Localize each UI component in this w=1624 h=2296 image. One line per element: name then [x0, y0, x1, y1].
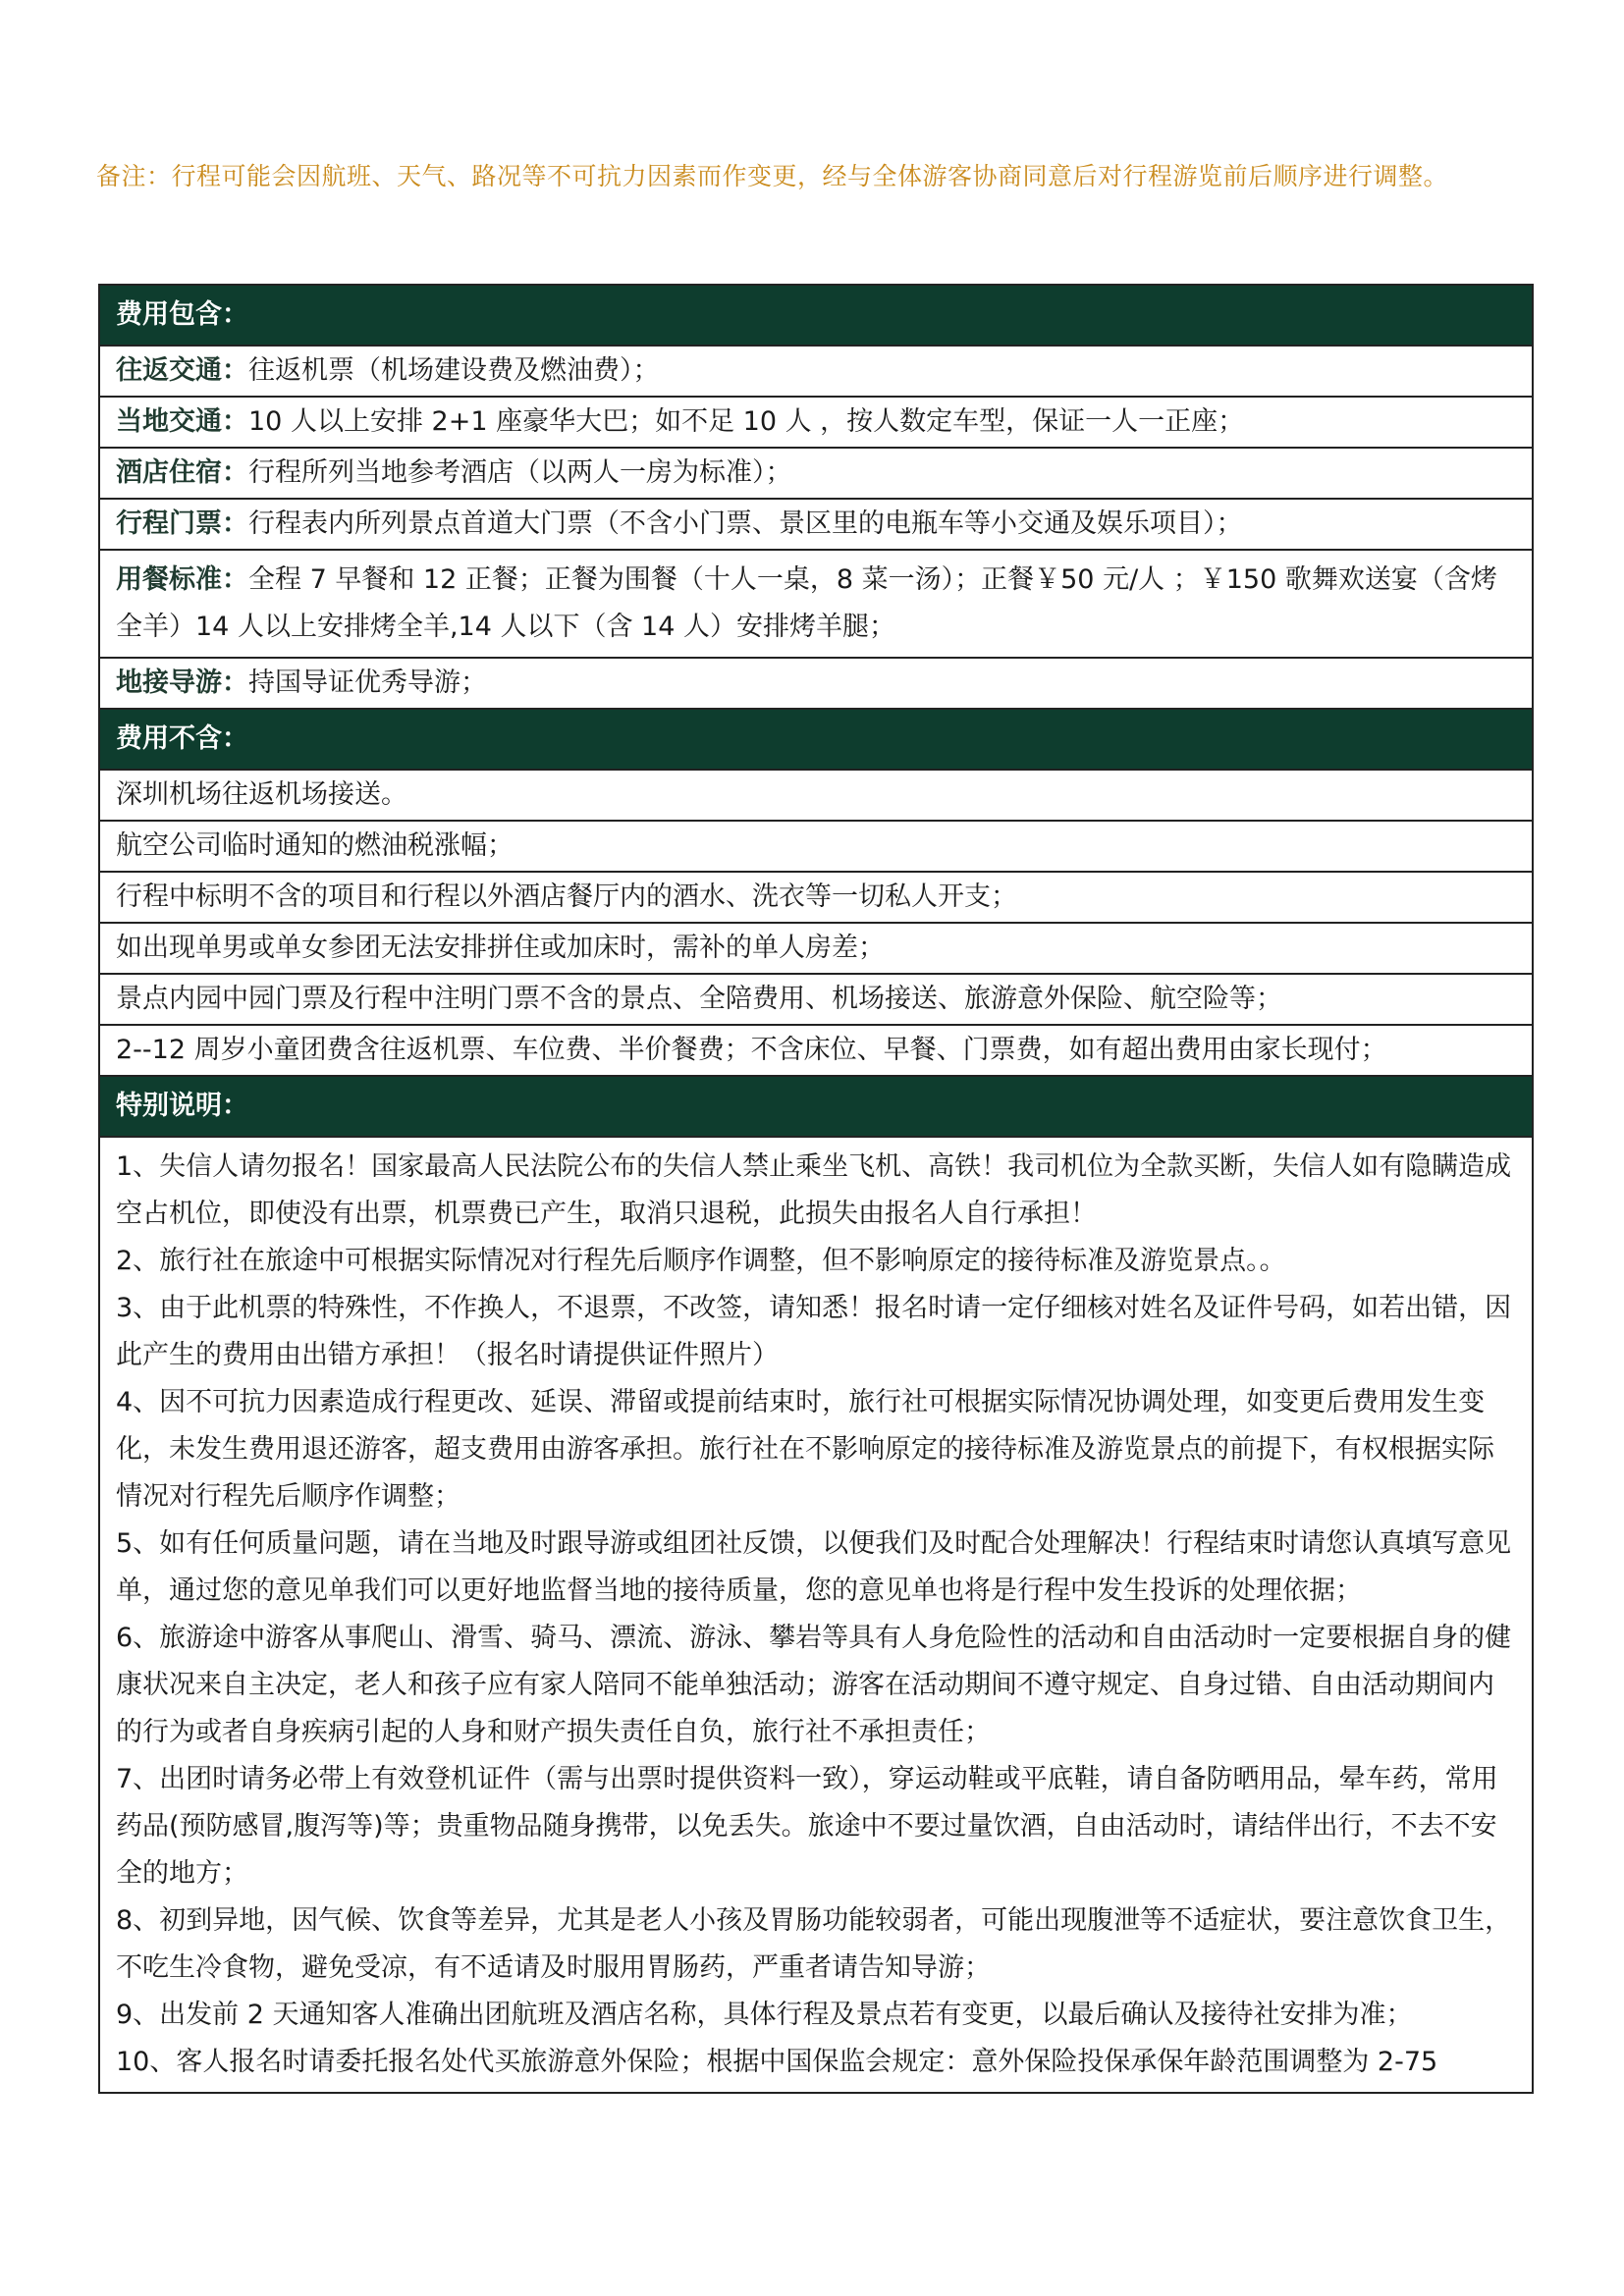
special-note: 3、由于此机票的特殊性，不作换人，不退票，不改签，请知悉！报名时请一定仔细核对姓名及证件号码，如若出错，因此产生的费用由出错方承担！（报名时请提供证件照片）	[116, 1293, 1512, 1370]
excluded-row	[99, 923, 1533, 974]
excluded-text: 景点内园中园门票及行程中注明门票不含的景点、全陪费用、机场接送、旅游意外保险、航空险等；	[99, 974, 1533, 1025]
included-label: 当地交通：	[116, 406, 248, 437]
excluded-text: 航空公司临时通知的燃油税涨幅；	[99, 821, 1533, 872]
excluded-row	[99, 974, 1533, 1025]
included-label: 行程门票：	[116, 508, 248, 539]
excluded-row	[99, 770, 1533, 821]
special-note: 10、客人报名时请委托报名处代买旅游意外保险；根据中国保监会规定：意外保险投保承保年龄范围调整为 2-75	[116, 2047, 1438, 2077]
included-row	[99, 499, 1533, 550]
included-row	[99, 448, 1533, 499]
excluded-row	[99, 1025, 1533, 1076]
excluded-text: 2--12 周岁小童团费含往返机票、车位费、半价餐费；不含床位、早餐、门票费，如有超出费用由家长现付；	[99, 1025, 1533, 1076]
included-header-row	[99, 285, 1533, 346]
included-text: 持国导证优秀导游；	[248, 667, 487, 698]
excluded-row	[99, 872, 1533, 923]
special-note: 1、失信人请勿报名！国家最高人民法院公布的失信人禁止乘坐飞机、高铁！我司机位为全款买断，失信人如有隐瞒造成空占机位，即使没有出票，机票费已产生，取消只退税，此损失由报名人自行承担！	[116, 1151, 1512, 1229]
included-label: 酒店住宿：	[116, 457, 248, 488]
included-label: 往返交通：	[116, 355, 248, 386]
fee-table	[98, 284, 1534, 2094]
special-title: 特别说明：	[99, 1076, 1533, 1137]
special-note: 4、因不可抗力因素造成行程更改、延误、滞留或提前结束时，旅行社可根据实际情况协调处理，如变更后费用发生变化，未发生费用退还游客，超支费用由游客承担。旅行社在不影响原定的接待标准及游览景点的前提下，有权根据实际情况对行程先后顺序作调整；	[116, 1387, 1494, 1512]
special-note: 6、旅游途中游客从事爬山、滑雪、骑马、漂流、游泳、攀岩等具有人身危险性的活动和自由活动时一定要根据自身的健康状况来自主决定，老人和孩子应有家人陪同不能单独活动；游客在活动期间不遵守规定、自身过错、自由活动期间内的行为或者自身疾病引起的人身和财产损失责任自负，旅行社不承担责任；	[116, 1623, 1512, 1747]
special-note: 9、出发前 2 天通知客人准确出团航班及酒店名称，具体行程及景点若有变更，以最后确认及接待社安排为准；	[116, 2000, 1413, 2030]
itinerary-note: 备注：行程可能会因航班、天气、路况等不可抗力因素而作变更，经与全体游客协商同意后对行程游览前后顺序进行调整。	[96, 162, 1449, 190]
excluded-title: 费用不含：	[99, 709, 1533, 770]
excluded-text: 深圳机场往返机场接送。	[99, 770, 1533, 821]
included-row	[99, 550, 1533, 658]
excluded-row	[99, 821, 1533, 872]
special-note: 7、出团时请务必带上有效登机证件（需与出票时提供资料一致），穿运动鞋或平底鞋，请自备防晒用品，晕车药，常用药品(预防感冒,腹泻等)等；贵重物品随身携带，以免丢失。旅途中不要过量饮酒，自由活动时，请结伴出行，不去不安全的地方；	[116, 1764, 1498, 1889]
excluded-text: 行程中标明不含的项目和行程以外酒店餐厅内的酒水、洗衣等一切私人开支；	[99, 872, 1533, 923]
included-text: 全程 7 早餐和 12 正餐；正餐为围餐（十人一桌，8 菜一汤）；正餐￥50 元/人 ；￥150 歌舞欢送宴（含烤全羊）14 人以上安排烤全羊,14 人以下（含 14 人）安排烤羊腿；	[116, 564, 1497, 642]
included-title: 费用包含：	[99, 285, 1533, 346]
special-notes-row	[99, 1137, 1533, 2093]
excluded-header-row	[99, 709, 1533, 770]
included-text: 行程所列当地参考酒店（以两人一房为标准）；	[248, 457, 792, 488]
included-row	[99, 346, 1533, 397]
included-label: 地接导游：	[116, 667, 248, 698]
special-note: 8、初到异地，因气候、饮食等差异，尤其是老人小孩及胃肠功能较弱者，可能出现腹泄等不适症状，要注意饮食卫生，不吃生冷食物，避免受凉，有不适请及时服用胃肠药，严重者请告知导游；	[116, 1905, 1512, 1983]
special-header-row	[99, 1076, 1533, 1137]
special-notes-cell	[99, 1137, 1533, 2093]
included-label: 用餐标准：	[116, 564, 248, 595]
special-note: 2、旅行社在旅途中可根据实际情况对行程先后顺序作调整，但不影响原定的接待标准及游览景点。。	[116, 1246, 1286, 1276]
special-note: 5、如有任何质量问题，请在当地及时跟导游或组团社反馈，以便我们及时配合处理解决！行程结束时请您认真填写意见单，通过您的意见单我们可以更好地监督当地的接待质量，您的意见单也将是行程中发生投诉的处理依据；	[116, 1528, 1512, 1606]
included-row	[99, 397, 1533, 448]
included-row	[99, 658, 1533, 709]
excluded-text: 如出现单男或单女参团无法安排拼住或加床时，需补的单人房差；	[99, 923, 1533, 974]
included-text: 往返机票（机场建设费及燃油费）；	[248, 355, 660, 386]
included-text: 行程表内所列景点首道大门票（不含小门票、景区里的电瓶车等小交通及娱乐项目）；	[248, 508, 1243, 539]
included-text: 10 人以上安排 2+1 座豪华大巴；如不足 10 人 ，按人数定车型，保证一人一正座；	[248, 406, 1245, 437]
